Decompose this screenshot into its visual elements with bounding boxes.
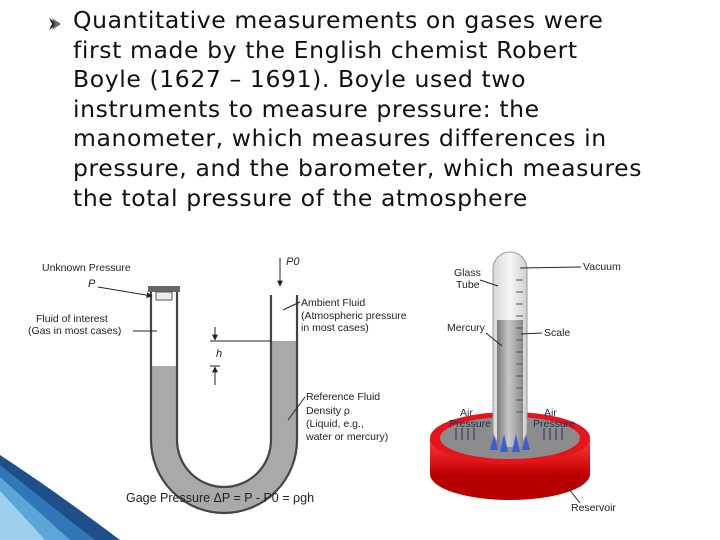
corner-swoosh-decoration (0, 455, 140, 540)
ambient-fluid-sub1: (Atmospheric pressure (301, 310, 407, 322)
h-label: h (216, 348, 223, 360)
fluid-interest-label: Fluid of interest (36, 313, 108, 325)
air-pressure-left-sublabel: Pressure (449, 418, 492, 430)
reference-liquid-label: (Liquid, e.g., (306, 418, 364, 430)
air-pressure-left-label: Air (460, 407, 473, 419)
fluid-interest-sublabel: (Gas in most cases) (28, 325, 122, 337)
air-pressure-right-sublabel: Pressure (533, 418, 576, 430)
body-line: Quantitative measurements on gases were (73, 6, 604, 34)
arrow-bullet-icon (46, 16, 62, 32)
body-line: the total pressure of the atmosphere (73, 183, 528, 212)
barometer-diagram (430, 252, 621, 514)
glass-tube-sublabel: Tube (456, 279, 480, 291)
mercury-label: Mercury (447, 322, 485, 334)
u-tube-inner (177, 290, 271, 487)
scale-label: Scale (544, 327, 571, 339)
tube-cap (148, 286, 180, 292)
air-pressure-right-label: Air (544, 407, 557, 419)
vacuum-label: Vacuum (583, 261, 621, 273)
ambient-fluid-sub2: in most cases) (301, 322, 369, 334)
p0-label: P0 (286, 256, 300, 268)
body-line: first made by the English chemist Robert (73, 35, 578, 64)
body-line: manometer, which measures differences in (73, 124, 607, 153)
p-label: P (88, 278, 96, 290)
glass-tube-label: Glass (454, 267, 481, 279)
body-line: pressure, and the barometer, which measures (73, 153, 643, 182)
reference-density-label: Density ρ (306, 405, 350, 417)
gage-pressure-formula: Gage Pressure ΔP = P - P0 = ρgh (126, 491, 315, 505)
ambient-fluid-label: Ambient Fluid (301, 297, 366, 309)
unknown-pressure-label: Unknown Pressure (42, 262, 131, 274)
reference-example-label: water or mercury) (306, 431, 389, 443)
reservoir-label: Reservoir (571, 502, 616, 514)
body-line: instruments to measure pressure: the (73, 94, 540, 123)
body-line: Boyle (1627 – 1691). Boyle used two (73, 65, 527, 94)
reference-fluid-label: Reference Fluid (306, 391, 381, 403)
body-paragraph (73, 6, 703, 213)
mercury-column (497, 320, 523, 446)
